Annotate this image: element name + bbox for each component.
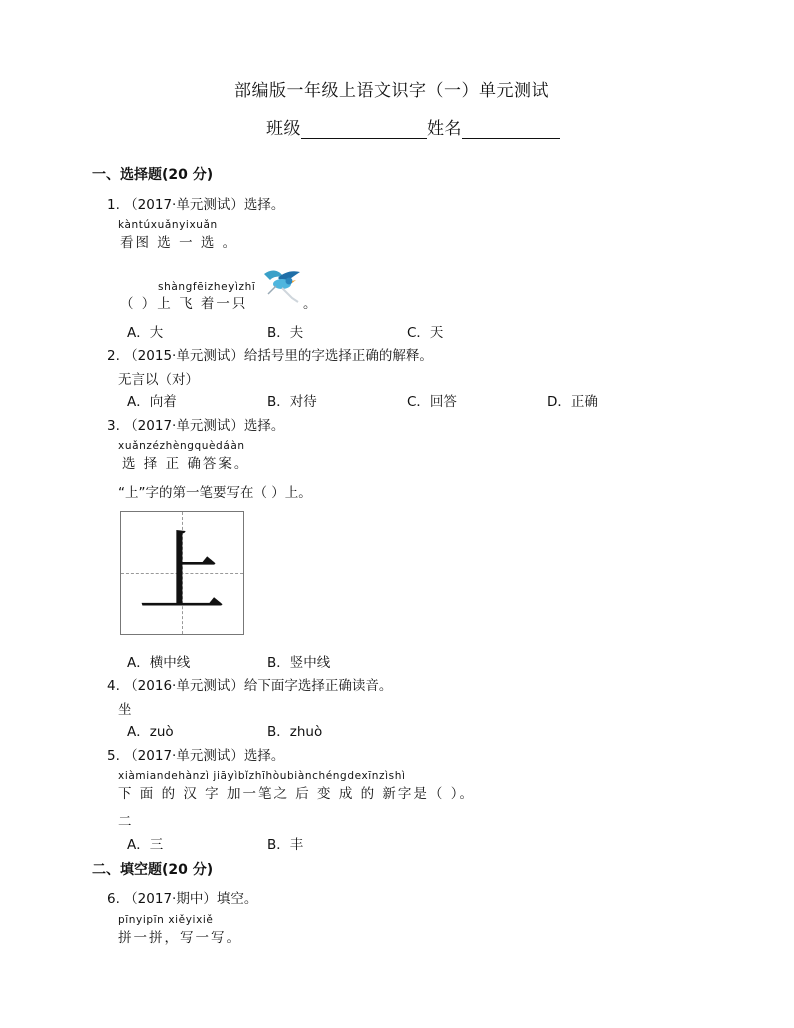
grid-character: 上 (137, 521, 226, 624)
section-fill-heading: 二、填空题(20 分) (92, 862, 214, 878)
page-title: 部编版一年级上语文识字（一）单元测试 (234, 81, 549, 101)
q5-text: 下 面 的 汉 字 加一笔之 后 变 成 的 新字是（ ）。 (118, 786, 475, 802)
q6-pinyin: pīnyipīn xiěyixiě (118, 914, 214, 926)
q1-option-b[interactable]: B．夫 (267, 325, 304, 341)
q2-option-d[interactable]: D．正确 (547, 394, 598, 410)
name-blank[interactable] (462, 122, 560, 139)
q3-pinyin: xuǎnzézhèngquèdáàn (118, 440, 245, 452)
q4-char: 坐 (118, 702, 132, 718)
q4-stem: 4. （2016·单元测试）给下面字选择正确读音。 (107, 678, 393, 694)
q2-option-c[interactable]: C．回答 (407, 394, 457, 410)
q5-char: 二 (118, 814, 132, 830)
class-label: 班级 (266, 119, 301, 139)
bird-icon (258, 264, 306, 304)
q5-option-b[interactable]: B．丰 (267, 837, 304, 853)
q2-option-a[interactable]: A．向着 (127, 394, 177, 410)
q1-text-2: （ ）上 飞 着一只 (120, 296, 248, 312)
q6-stem: 6. （2017·期中）填空。 (107, 891, 258, 907)
q1-text-1: 看图 选 一 选 。 (120, 235, 239, 251)
q5-stem: 5. （2017·单元测试）选择。 (107, 748, 285, 764)
q2-stem: 2. （2015·单元测试）给括号里的字选择正确的解释。 (107, 348, 433, 364)
q1-option-c[interactable]: C．天 (407, 325, 444, 341)
q2-option-b[interactable]: B．对待 (267, 394, 317, 410)
q3-option-a[interactable]: A．横中线 (127, 655, 191, 671)
q5-pinyin: xiàmiandehànzì jiāyìbǐzhīhòubiànchéngdexīnzìshì (118, 770, 406, 782)
q1-stem: 1. （2017·单元测试）选择。 (107, 197, 285, 213)
section-choice-heading: 一、选择题(20 分) (92, 167, 214, 183)
q1-pinyin-2: shàngfēizheyìzhī (158, 281, 256, 293)
student-info-line (266, 114, 560, 139)
name-label: 姓名 (427, 119, 462, 139)
tian-zi-grid (120, 511, 244, 635)
q3-text: 选 择 正 确答案。 (122, 456, 250, 472)
q1-option-a[interactable]: A．大 (127, 325, 164, 341)
q6-text: 拼一拼，写一写。 (118, 930, 242, 946)
q5-option-a[interactable]: A．三 (127, 837, 164, 853)
q3-option-b[interactable]: B．竖中线 (267, 655, 331, 671)
q3-question: “上”字的第一笔要写在（ ）上。 (118, 485, 312, 501)
q1-pinyin-1: kàntúxuǎnyixuǎn (118, 219, 218, 231)
q4-option-b[interactable]: B．zhuò (267, 724, 323, 740)
q3-stem: 3. （2017·单元测试）选择。 (107, 418, 285, 434)
q4-option-a[interactable]: A．zuò (127, 724, 174, 740)
q2-phrase: 无言以（对） (118, 372, 199, 388)
q1-text-end: 。 (303, 296, 319, 312)
class-blank[interactable] (301, 122, 427, 139)
